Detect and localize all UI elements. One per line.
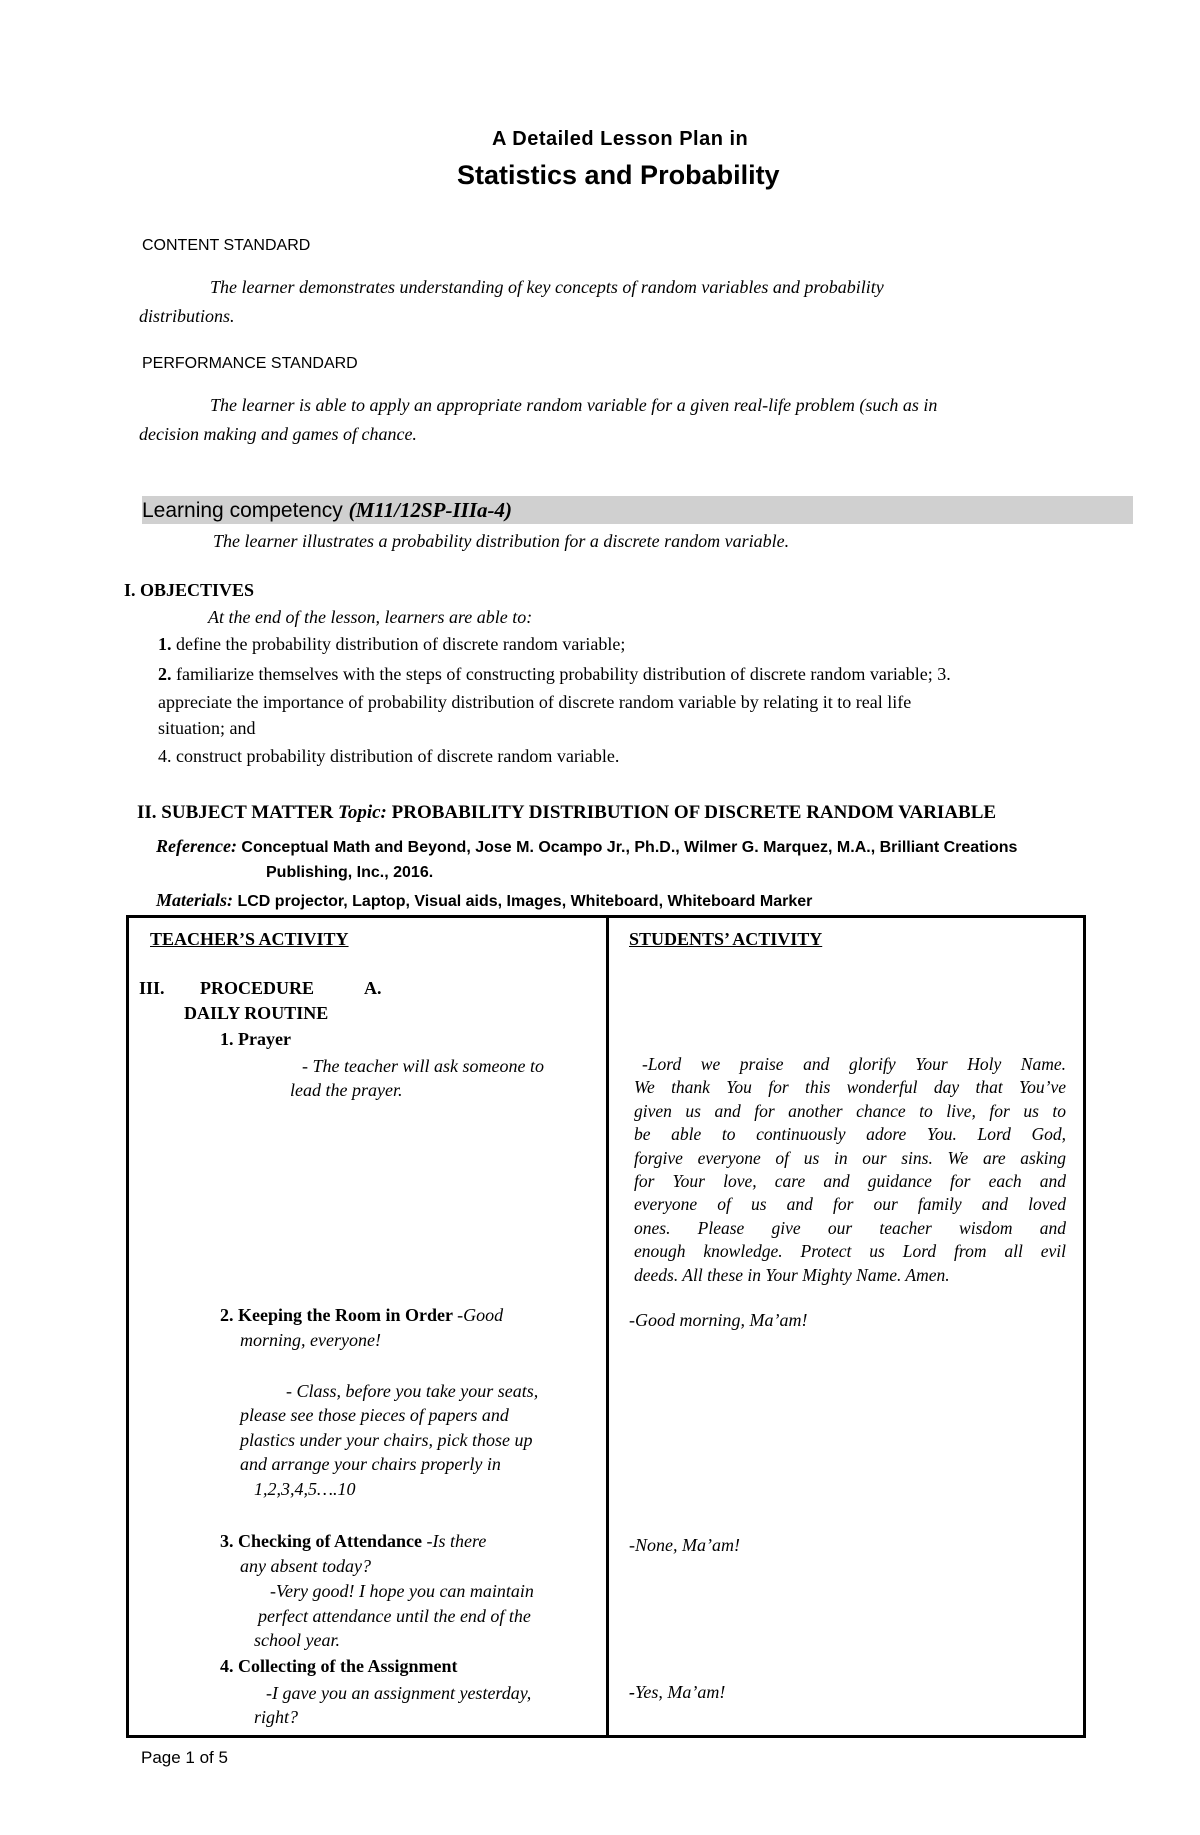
prayer-line: be able to continuously adore You. Lord God, <box>634 1124 1066 1145</box>
reference-label: Reference: <box>156 836 237 856</box>
materials-line <box>156 890 812 911</box>
procedure-number: III. <box>139 978 165 998</box>
performance-standard-label: PERFORMANCE STANDARD <box>142 355 358 372</box>
room-order-line4: please see those pieces of papers and <box>240 1405 509 1425</box>
attendance-title-line <box>220 1531 486 1552</box>
reference-line2: Publishing, Inc., 2016. <box>266 864 434 881</box>
subject-matter-line <box>137 802 996 824</box>
attendance-student: -None, Ma’am! <box>629 1535 740 1555</box>
reference-text: Conceptual Math and Beyond, Jose M. Ocampo Jr., Ph.D., Wilmer G. Marquez, M.A., Brilliant Creations <box>236 839 1018 856</box>
page-number: Page 1 of 5 <box>141 1748 228 1767</box>
learning-competency-text: The learner illustrates a probability distribution for a discrete random variable. <box>213 531 790 551</box>
attendance-line2: any absent today? <box>240 1556 371 1576</box>
room-order-line2: morning, everyone! <box>240 1330 381 1350</box>
attendance-line4: perfect attendance until the end of the <box>258 1606 531 1626</box>
room-order-line5: plastics under your chairs, pick those up <box>240 1430 533 1450</box>
prayer-line: forgive everyone of us in our sins. We are asking <box>634 1147 1066 1168</box>
room-order-line3: - Class, before you take your seats, <box>286 1381 539 1401</box>
prayer-line: enough knowledge. Protect us Lord from all evil <box>634 1241 1066 1262</box>
room-order-line7: 1,2,3,4,5….10 <box>254 1479 356 1499</box>
document-title: Statistics and Probability <box>457 160 780 190</box>
prayer-teacher-line1: - The teacher will ask someone to <box>302 1056 544 1076</box>
assignment-student-dash: - <box>629 1682 635 1702</box>
prayer-line: -Lord we praise and glorify Your Holy Name. <box>642 1054 1066 1074</box>
prayer-teacher-line2: lead the prayer. <box>290 1080 403 1100</box>
room-order-title-line <box>220 1305 503 1326</box>
assignment-student <box>629 1682 725 1703</box>
subject-matter-heading: II. SUBJECT MATTER <box>137 802 338 823</box>
prayer-line: We thank You for this wonderful day that You’ve <box>634 1077 1066 1098</box>
topic-text: PROBABILITY DISTRIBUTION OF DISCRETE RANDOM VARIABLE <box>386 802 997 823</box>
prayer-title: 1. Prayer <box>220 1029 291 1049</box>
objective-1-number: 1. <box>158 634 172 654</box>
activity-table-divider <box>606 915 609 1738</box>
objective-3-line1: appreciate the importance of probability distribution of discrete random variable by relating it to real life <box>158 692 912 712</box>
objective-4: 4. construct probability distribution of discrete random variable. <box>158 746 620 766</box>
objectives-intro: At the end of the lesson, learners are able to: <box>208 607 533 627</box>
assignment-title: 4. Collecting of the Assignment <box>220 1656 458 1676</box>
materials-label: Materials: <box>156 890 234 910</box>
content-standard-line1: The learner demonstrates understanding of key concepts of random variables and probability <box>210 277 884 297</box>
learning-competency-heading <box>142 496 512 525</box>
document-pretitle: A Detailed Lesson Plan in <box>492 128 749 150</box>
objective-1 <box>158 634 625 655</box>
assignment-line2: right? <box>254 1707 299 1727</box>
objective-3-line2: situation; and <box>158 718 256 738</box>
performance-standard-line2: decision making and games of chance. <box>139 424 417 444</box>
prayer-line: ones. Please give our teacher wisdom and <box>634 1217 1066 1238</box>
performance-standard-line1: The learner is able to apply an appropriate random variable for a given real-life problem (such as in <box>210 395 938 415</box>
assignment-student-text: Yes, Ma’am! <box>635 1682 726 1702</box>
content-standard-line2: distributions. <box>139 306 235 326</box>
attendance-title: 3. Checking of Attendance <box>220 1531 427 1551</box>
room-order-student: -Good morning, Ma’am! <box>629 1310 808 1330</box>
prayer-student-response <box>634 1053 1066 1287</box>
topic-label: Topic: <box>337 802 387 823</box>
objective-2-number: 2. <box>158 664 172 684</box>
room-order-greeting: -Good <box>457 1305 504 1325</box>
objectives-heading: I. OBJECTIVES <box>124 580 255 600</box>
teacher-activity-header: TEACHER’S ACTIVITY <box>150 929 349 949</box>
reference-line <box>156 836 1017 857</box>
learning-competency-label: Learning competency <box>142 499 349 522</box>
materials-text: LCD projector, Laptop, Visual aids, Images, Whiteboard, Whiteboard Marker <box>233 893 813 910</box>
prayer-line: deeds. All these in Your Mighty Name. Amen. <box>634 1264 950 1285</box>
procedure-part-a: A. <box>364 978 382 998</box>
objective-2 <box>158 664 951 685</box>
assignment-line1: -I gave you an assignment yesterday, <box>266 1683 532 1703</box>
attendance-line5: school year. <box>254 1630 340 1650</box>
objective-1-text: define the probability distribution of discrete random variable; <box>171 634 626 654</box>
attendance-line3: -Very good! I hope you can maintain <box>270 1581 534 1601</box>
prayer-line: for Your love, care and guidance for each and <box>634 1171 1066 1192</box>
procedure-label: PROCEDURE <box>200 978 315 998</box>
room-order-title: 2. Keeping the Room in Order <box>220 1305 458 1325</box>
objective-2-text: familiarize themselves with the steps of constructing probability distribution of discrete random variable; 3. <box>171 664 951 684</box>
prayer-line: everyone of us and for our family and loved <box>634 1194 1066 1215</box>
prayer-line: given us and for another chance to live, for us to <box>634 1100 1066 1121</box>
daily-routine: DAILY ROUTINE <box>184 1003 329 1023</box>
room-order-line6: and arrange your chairs properly in <box>240 1454 501 1474</box>
learning-competency-code: (M11/12SP-IIIa-4) <box>348 498 512 522</box>
attendance-question: -Is there <box>426 1531 487 1551</box>
content-standard-label: CONTENT STANDARD <box>142 237 311 254</box>
students-activity-header: STUDENTS’ ACTIVITY <box>629 929 823 949</box>
